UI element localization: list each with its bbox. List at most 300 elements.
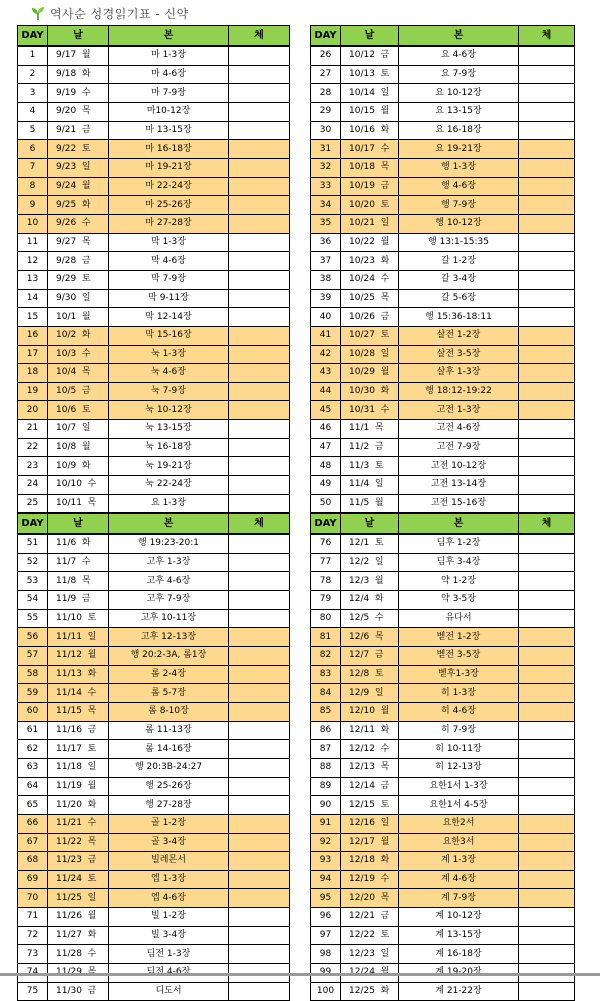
day-number: 24 xyxy=(18,476,48,495)
check-cell[interactable] xyxy=(229,945,290,964)
check-cell[interactable] xyxy=(519,945,575,964)
reading-row xyxy=(311,646,575,665)
day-number: 32 xyxy=(311,158,341,177)
date-text: 11/25 xyxy=(56,892,82,903)
check-cell[interactable] xyxy=(229,814,290,833)
date-text: 11/4 xyxy=(349,479,370,490)
check-cell[interactable] xyxy=(229,740,290,759)
header-row xyxy=(18,514,290,535)
date-text: 11/10 xyxy=(56,612,82,623)
passage-cell: 마 19-21장 xyxy=(109,158,229,177)
day-number: 85 xyxy=(311,702,341,721)
check-cell[interactable] xyxy=(519,777,575,796)
date-cell xyxy=(48,65,109,84)
check-cell[interactable] xyxy=(229,401,290,420)
day-number: 59 xyxy=(18,684,48,703)
weekday-text: 화 xyxy=(380,386,390,397)
day-number: 89 xyxy=(311,777,341,796)
date-cell xyxy=(341,233,399,252)
weekday-text: 금 xyxy=(81,594,91,605)
reading-row xyxy=(18,889,290,908)
check-cell[interactable] xyxy=(229,982,290,1001)
date-text: 10/17 xyxy=(349,143,375,154)
reading-row xyxy=(18,572,290,591)
check-cell[interactable] xyxy=(519,382,575,401)
weekday-text: 토 xyxy=(374,460,384,471)
weekday-text: 토 xyxy=(87,874,97,885)
weekday-text: 목 xyxy=(380,292,390,303)
passage-cell: 계 21-22장 xyxy=(399,982,519,1001)
check-cell[interactable] xyxy=(519,889,575,908)
reading-row xyxy=(18,270,290,289)
check-cell[interactable] xyxy=(229,590,290,609)
check-cell[interactable] xyxy=(229,870,290,889)
day-number: 77 xyxy=(311,553,341,572)
check-cell[interactable] xyxy=(519,494,575,513)
reading-row xyxy=(311,665,575,684)
check-cell[interactable] xyxy=(519,572,575,591)
reading-row xyxy=(18,308,290,327)
date-cell xyxy=(341,438,399,457)
check-cell[interactable] xyxy=(519,457,575,476)
day-number: 4 xyxy=(18,102,48,121)
date-cell xyxy=(48,457,109,476)
date-cell xyxy=(341,926,399,945)
reading-row xyxy=(311,289,575,308)
col-check-header: 체 xyxy=(229,26,290,47)
check-cell[interactable] xyxy=(519,702,575,721)
date-cell xyxy=(341,740,399,759)
check-cell[interactable] xyxy=(229,457,290,476)
date-cell xyxy=(341,665,399,684)
check-cell[interactable] xyxy=(229,289,290,308)
check-cell[interactable] xyxy=(229,382,290,401)
date-text: 9/21 xyxy=(56,124,77,135)
date-cell xyxy=(341,721,399,740)
check-cell[interactable] xyxy=(229,628,290,647)
check-cell[interactable] xyxy=(229,553,290,572)
passage-cell: 요 1-3장 xyxy=(109,494,229,513)
weekday-text: 목 xyxy=(81,236,91,247)
check-cell[interactable] xyxy=(519,121,575,140)
passage-cell: 히 12-13장 xyxy=(399,758,519,777)
bottom-rule xyxy=(0,973,600,976)
date-text: 11/13 xyxy=(56,668,82,679)
check-cell[interactable] xyxy=(519,684,575,703)
date-cell xyxy=(48,214,109,233)
date-cell xyxy=(48,438,109,457)
date-text: 10/1 xyxy=(56,311,77,322)
passage-cell: 행 19:23-20:1 xyxy=(109,534,229,553)
check-cell[interactable] xyxy=(519,326,575,345)
check-cell[interactable] xyxy=(229,758,290,777)
check-cell[interactable] xyxy=(229,852,290,871)
check-cell[interactable] xyxy=(229,252,290,271)
check-cell[interactable] xyxy=(519,852,575,871)
passage-cell: 눅 4-6장 xyxy=(109,364,229,383)
date-cell xyxy=(48,270,109,289)
date-cell xyxy=(48,684,109,703)
reading-row xyxy=(311,420,575,439)
day-number: 81 xyxy=(311,628,341,647)
weekday-text: 월 xyxy=(81,311,91,322)
check-cell[interactable] xyxy=(519,252,575,271)
reading-row xyxy=(18,326,290,345)
reading-row xyxy=(18,214,290,233)
passage-cell: 눅 7-9장 xyxy=(109,382,229,401)
passage-cell: 요 19-21장 xyxy=(399,140,519,159)
check-cell[interactable] xyxy=(229,777,290,796)
check-cell[interactable] xyxy=(519,982,575,1001)
check-cell[interactable] xyxy=(519,233,575,252)
col-date-header: 날 xyxy=(341,26,399,47)
date-cell xyxy=(48,721,109,740)
reading-row xyxy=(311,702,575,721)
reading-row xyxy=(18,345,290,364)
date-text: 11/1 xyxy=(349,423,370,434)
day-number: 66 xyxy=(18,814,48,833)
check-cell[interactable] xyxy=(519,196,575,215)
reading-row xyxy=(18,833,290,852)
check-cell[interactable] xyxy=(519,345,575,364)
date-text: 12/21 xyxy=(349,911,375,922)
date-text: 12/3 xyxy=(349,575,370,586)
col-date-header: 날 xyxy=(341,514,399,535)
reading-row xyxy=(18,494,290,513)
check-cell[interactable] xyxy=(229,326,290,345)
check-cell[interactable] xyxy=(229,84,290,103)
check-cell[interactable] xyxy=(519,814,575,833)
check-cell[interactable] xyxy=(229,908,290,927)
passage-cell: 막 1-3장 xyxy=(109,233,229,252)
passage-cell: 딤후 1-2장 xyxy=(399,534,519,553)
date-text: 11/12 xyxy=(56,650,82,661)
date-cell xyxy=(48,158,109,177)
weekday-text: 화 xyxy=(81,330,91,341)
check-cell[interactable] xyxy=(519,308,575,327)
passage-cell: 딤전 1-3장 xyxy=(109,945,229,964)
check-cell[interactable] xyxy=(519,908,575,927)
day-number: 95 xyxy=(311,889,341,908)
reading-row xyxy=(311,796,575,815)
passage-cell: 마 27-28장 xyxy=(109,214,229,233)
date-cell xyxy=(48,46,109,65)
day-number: 49 xyxy=(311,476,341,495)
day-number: 94 xyxy=(311,870,341,889)
date-cell xyxy=(48,572,109,591)
check-cell[interactable] xyxy=(519,870,575,889)
day-number: 31 xyxy=(311,140,341,159)
check-cell[interactable] xyxy=(229,833,290,852)
check-cell[interactable] xyxy=(229,196,290,215)
reading-row xyxy=(311,721,575,740)
check-cell[interactable] xyxy=(519,177,575,196)
check-cell[interactable] xyxy=(229,646,290,665)
weekday-text: 금 xyxy=(81,124,91,135)
reading-row xyxy=(18,401,290,420)
date-text: 12/14 xyxy=(349,780,375,791)
check-cell[interactable] xyxy=(229,233,290,252)
check-cell[interactable] xyxy=(229,121,290,140)
day-number: 26 xyxy=(311,46,341,65)
reading-row xyxy=(311,177,575,196)
check-cell[interactable] xyxy=(519,628,575,647)
check-cell[interactable] xyxy=(519,102,575,121)
check-cell[interactable] xyxy=(229,926,290,945)
passage-cell: 엡 1-3장 xyxy=(109,870,229,889)
check-cell[interactable] xyxy=(519,926,575,945)
weekday-text: 일 xyxy=(374,556,384,567)
reading-row xyxy=(311,158,575,177)
passage-cell: 행 27-28장 xyxy=(109,796,229,815)
check-cell[interactable] xyxy=(229,796,290,815)
passage-cell: 마 13-15장 xyxy=(109,121,229,140)
check-cell[interactable] xyxy=(519,289,575,308)
passage-cell: 요 16-18장 xyxy=(399,121,519,140)
weekday-text: 화 xyxy=(81,199,91,210)
date-cell xyxy=(341,420,399,439)
check-cell[interactable] xyxy=(519,46,575,65)
check-cell[interactable] xyxy=(229,609,290,628)
passage-cell: 계 16-18장 xyxy=(399,945,519,964)
check-cell[interactable] xyxy=(519,553,575,572)
passage-cell: 막 7-9장 xyxy=(109,270,229,289)
date-cell xyxy=(341,401,399,420)
col-day-header: DAY xyxy=(18,26,48,47)
date-text: 9/18 xyxy=(56,68,77,79)
passage-cell: 마 16-18장 xyxy=(109,140,229,159)
page-title xyxy=(30,3,189,23)
check-cell[interactable] xyxy=(519,609,575,628)
check-cell[interactable] xyxy=(519,65,575,84)
check-cell[interactable] xyxy=(229,438,290,457)
weekday-text: 토 xyxy=(81,143,91,154)
weekday-text: 월 xyxy=(87,650,97,661)
date-text: 10/23 xyxy=(349,255,375,266)
reading-row xyxy=(311,926,575,945)
passage-cell: 눅 10-12장 xyxy=(109,401,229,420)
day-number: 84 xyxy=(311,684,341,703)
date-cell xyxy=(341,852,399,871)
day-number: 70 xyxy=(18,889,48,908)
check-cell[interactable] xyxy=(519,833,575,852)
check-cell[interactable] xyxy=(229,214,290,233)
reading-row xyxy=(311,590,575,609)
day-number: 30 xyxy=(311,121,341,140)
check-cell[interactable] xyxy=(229,665,290,684)
date-text: 10/26 xyxy=(349,311,375,322)
day-number: 71 xyxy=(18,908,48,927)
check-cell[interactable] xyxy=(229,270,290,289)
check-cell[interactable] xyxy=(229,572,290,591)
day-number: 17 xyxy=(18,345,48,364)
weekday-text: 금 xyxy=(87,855,97,866)
check-cell[interactable] xyxy=(229,889,290,908)
day-number: 35 xyxy=(311,214,341,233)
check-cell[interactable] xyxy=(519,665,575,684)
check-cell[interactable] xyxy=(519,646,575,665)
passage-cell: 요 10-12장 xyxy=(399,84,519,103)
check-cell[interactable] xyxy=(519,270,575,289)
check-cell[interactable] xyxy=(519,364,575,383)
passage-cell: 고전 13-14장 xyxy=(399,476,519,495)
check-cell[interactable] xyxy=(229,702,290,721)
reading-row xyxy=(311,833,575,852)
check-cell[interactable] xyxy=(519,740,575,759)
date-text: 10/22 xyxy=(349,236,375,247)
header-row xyxy=(18,26,290,47)
check-cell[interactable] xyxy=(519,534,575,553)
day-number: 34 xyxy=(311,196,341,215)
check-cell[interactable] xyxy=(519,721,575,740)
check-cell[interactable] xyxy=(229,308,290,327)
weekday-text: 수 xyxy=(87,687,97,698)
date-cell xyxy=(341,158,399,177)
date-text: 11/28 xyxy=(56,948,82,959)
date-cell xyxy=(48,740,109,759)
weekday-text: 목 xyxy=(374,423,384,434)
weekday-text: 수 xyxy=(374,612,384,623)
date-text: 10/7 xyxy=(56,423,77,434)
date-text: 10/21 xyxy=(349,218,375,229)
day-number: 15 xyxy=(18,308,48,327)
check-cell[interactable] xyxy=(519,796,575,815)
check-cell[interactable] xyxy=(519,758,575,777)
check-cell[interactable] xyxy=(519,158,575,177)
weekday-text: 수 xyxy=(380,874,390,885)
date-cell xyxy=(341,684,399,703)
weekday-text: 일 xyxy=(87,631,97,642)
weekday-text: 금 xyxy=(380,911,390,922)
check-cell[interactable] xyxy=(229,494,290,513)
date-cell xyxy=(48,889,109,908)
date-cell xyxy=(48,382,109,401)
check-cell[interactable] xyxy=(519,590,575,609)
date-text: 10/16 xyxy=(349,124,375,135)
weekday-text: 토 xyxy=(380,799,390,810)
date-text: 12/5 xyxy=(349,612,370,623)
weekday-text: 금 xyxy=(380,180,390,191)
reading-row xyxy=(311,84,575,103)
check-cell[interactable] xyxy=(519,84,575,103)
check-cell[interactable] xyxy=(519,476,575,495)
reading-row xyxy=(18,46,290,65)
date-cell xyxy=(48,814,109,833)
check-cell[interactable] xyxy=(229,158,290,177)
check-cell[interactable] xyxy=(229,476,290,495)
date-cell xyxy=(341,870,399,889)
weekday-text: 토 xyxy=(374,668,384,679)
check-cell[interactable] xyxy=(519,214,575,233)
date-text: 10/31 xyxy=(349,404,375,415)
check-cell[interactable] xyxy=(229,177,290,196)
reading-row xyxy=(18,665,290,684)
check-cell[interactable] xyxy=(519,438,575,457)
passage-cell: 롬 11-13장 xyxy=(109,721,229,740)
weekday-text: 화 xyxy=(81,538,91,549)
weekday-text: 수 xyxy=(87,948,97,959)
reading-row xyxy=(311,476,575,495)
date-text: 12/9 xyxy=(349,687,370,698)
check-cell[interactable] xyxy=(229,65,290,84)
reading-row xyxy=(311,308,575,327)
reading-table-1 xyxy=(17,25,290,513)
reading-row xyxy=(311,364,575,383)
date-text: 10/24 xyxy=(349,274,375,285)
weekday-text: 일 xyxy=(87,762,97,773)
reading-row xyxy=(311,945,575,964)
date-text: 9/23 xyxy=(56,162,77,173)
reading-row xyxy=(311,628,575,647)
passage-cell: 고후 10-11장 xyxy=(109,609,229,628)
weekday-text: 토 xyxy=(374,538,384,549)
reading-row xyxy=(18,84,290,103)
check-cell[interactable] xyxy=(229,46,290,65)
date-text: 12/23 xyxy=(349,948,375,959)
check-cell[interactable] xyxy=(519,401,575,420)
weekday-text: 수 xyxy=(380,404,390,415)
date-cell xyxy=(341,609,399,628)
date-cell xyxy=(48,196,109,215)
passage-cell: 요 13-15장 xyxy=(399,102,519,121)
day-number: 48 xyxy=(311,457,341,476)
date-cell xyxy=(48,945,109,964)
date-text: 10/2 xyxy=(56,330,77,341)
date-cell xyxy=(48,777,109,796)
check-cell[interactable] xyxy=(519,420,575,439)
date-cell xyxy=(341,270,399,289)
day-number: 96 xyxy=(311,908,341,927)
date-cell xyxy=(48,345,109,364)
date-text: 11/11 xyxy=(56,631,82,642)
date-text: 12/17 xyxy=(349,836,375,847)
day-number: 68 xyxy=(18,852,48,871)
reading-row xyxy=(18,870,290,889)
check-cell[interactable] xyxy=(229,364,290,383)
reading-row xyxy=(18,684,290,703)
date-cell xyxy=(48,494,109,513)
check-cell[interactable] xyxy=(229,420,290,439)
date-text: 11/17 xyxy=(56,743,82,754)
check-cell[interactable] xyxy=(229,534,290,553)
date-text: 9/24 xyxy=(56,180,77,191)
day-number: 56 xyxy=(18,628,48,647)
check-cell[interactable] xyxy=(229,102,290,121)
reading-row xyxy=(311,572,575,591)
date-text: 11/5 xyxy=(349,498,370,509)
reading-row xyxy=(18,982,290,1001)
passage-cell: 행 7-9장 xyxy=(399,196,519,215)
check-cell[interactable] xyxy=(229,345,290,364)
day-number: 11 xyxy=(18,233,48,252)
passage-cell: 눅 22-24장 xyxy=(109,476,229,495)
date-text: 11/15 xyxy=(56,706,82,717)
check-cell[interactable] xyxy=(519,140,575,159)
date-cell xyxy=(341,702,399,721)
date-cell xyxy=(341,364,399,383)
reading-row xyxy=(311,233,575,252)
date-text: 11/24 xyxy=(56,874,82,885)
passage-cell: 히 1-3장 xyxy=(399,684,519,703)
check-cell[interactable] xyxy=(229,140,290,159)
date-text: 11/20 xyxy=(56,799,82,810)
reading-row xyxy=(311,401,575,420)
weekday-text: 월 xyxy=(87,911,97,922)
weekday-text: 금 xyxy=(380,50,390,61)
date-text: 10/10 xyxy=(56,479,82,490)
check-cell[interactable] xyxy=(229,684,290,703)
check-cell[interactable] xyxy=(229,721,290,740)
